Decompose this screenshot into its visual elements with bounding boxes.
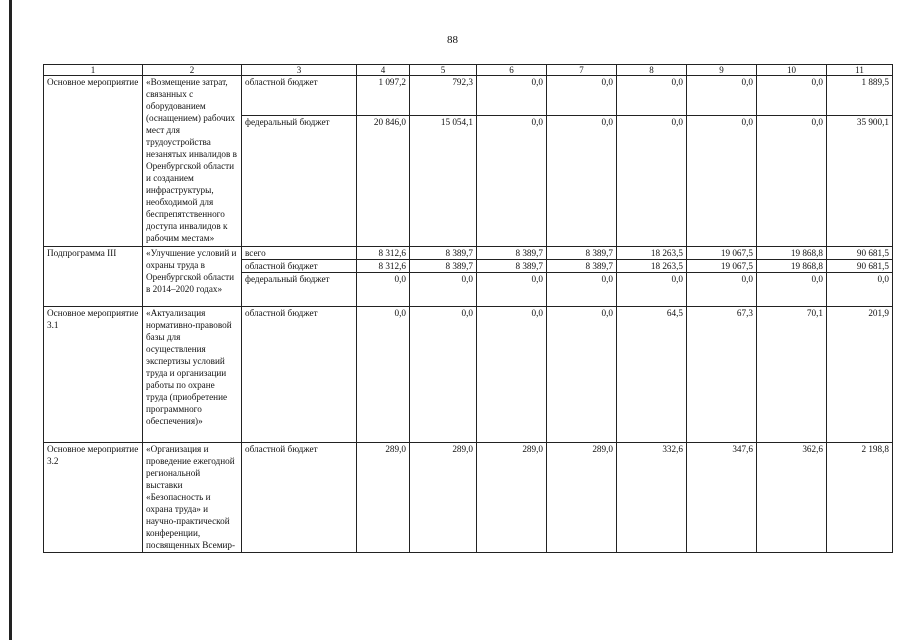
col-number: 2 (143, 65, 242, 76)
value-cell: 8 312,6 (357, 247, 410, 260)
value-cell: 0,0 (547, 76, 617, 116)
value-cell: 0,0 (477, 116, 547, 247)
value-cell: 289,0 (477, 443, 547, 553)
value-cell: 0,0 (687, 116, 757, 247)
program-description: «Возмещение затрат, связанных с оборудованием (оснащением) рабочих мест для трудоустройства незанятых инвалидов в Оренбургской области и созданием инфраструктуры, необходимой для беспрепятственного доступа инвалидов к рабочим местам» (143, 76, 242, 247)
col-number: 5 (410, 65, 477, 76)
value-cell: 0,0 (617, 116, 687, 247)
col-number: 4 (357, 65, 410, 76)
value-cell: 19 067,5 (687, 247, 757, 260)
table-row (44, 443, 893, 553)
col-number: 6 (477, 65, 547, 76)
program-name: Подпрограмма III (44, 247, 143, 307)
value-cell: 0,0 (357, 307, 410, 443)
value-cell: 8 389,7 (410, 260, 477, 273)
value-cell: 201,9 (827, 307, 893, 443)
value-cell: 0,0 (477, 273, 547, 307)
value-cell: 18 263,5 (617, 247, 687, 260)
funding-source: областной бюджет (242, 76, 357, 116)
col-number: 3 (242, 65, 357, 76)
value-cell: 8 389,7 (547, 247, 617, 260)
value-cell: 8 312,6 (357, 260, 410, 273)
program-name: Основное мероприятие 3.1 (44, 307, 143, 443)
funding-source: федеральный бюджет (242, 116, 357, 247)
value-cell: 8 389,7 (477, 260, 547, 273)
page-number: 88 (447, 34, 458, 46)
value-cell: 8 389,7 (410, 247, 477, 260)
value-cell: 0,0 (757, 273, 827, 307)
value-cell: 19 868,8 (757, 247, 827, 260)
program-description: «Актуализация нормативно-правовой базы для осуществления экспертизы условий труда и организации работы по охране труда (приобретение программного обеспечения)» (143, 307, 242, 443)
value-cell: 8 389,7 (547, 260, 617, 273)
value-cell: 70,1 (757, 307, 827, 443)
col-number: 8 (617, 65, 687, 76)
value-cell: 0,0 (477, 307, 547, 443)
value-cell: 2 198,8 (827, 443, 893, 553)
budget-table (43, 64, 893, 553)
value-cell: 0,0 (410, 273, 477, 307)
value-cell: 289,0 (357, 443, 410, 553)
value-cell: 362,6 (757, 443, 827, 553)
value-cell: 0,0 (410, 307, 477, 443)
value-cell: 64,5 (617, 307, 687, 443)
value-cell: 0,0 (757, 76, 827, 116)
value-cell: 90 681,5 (827, 247, 893, 260)
value-cell: 792,3 (410, 76, 477, 116)
program-description: «Улучшение условий и охраны труда в Оренбургской области в 2014–2020 годах» (143, 247, 242, 307)
value-cell: 1 889,5 (827, 76, 893, 116)
value-cell: 8 389,7 (477, 247, 547, 260)
table-row (44, 307, 893, 443)
table-row (44, 76, 893, 116)
column-number-row (44, 65, 893, 76)
col-number: 10 (757, 65, 827, 76)
value-cell: 0,0 (617, 273, 687, 307)
value-cell: 1 097,2 (357, 76, 410, 116)
value-cell: 90 681,5 (827, 260, 893, 273)
value-cell: 0,0 (827, 273, 893, 307)
funding-source: всего (242, 247, 357, 260)
value-cell: 19 868,8 (757, 260, 827, 273)
value-cell: 0,0 (547, 307, 617, 443)
col-number: 7 (547, 65, 617, 76)
value-cell: 347,6 (687, 443, 757, 553)
value-cell: 0,0 (547, 116, 617, 247)
value-cell: 20 846,0 (357, 116, 410, 247)
col-number: 9 (687, 65, 757, 76)
program-description: «Организация и проведение ежегодной региональной выставки «Безопасность и охрана труда» и научно-практической конференции, посвященных Всемир- (143, 443, 242, 553)
value-cell: 19 067,5 (687, 260, 757, 273)
value-cell: 18 263,5 (617, 260, 687, 273)
funding-source: федеральный бюджет (242, 273, 357, 307)
value-cell: 0,0 (687, 76, 757, 116)
value-cell: 0,0 (617, 76, 687, 116)
program-name: Основное мероприятие (44, 76, 143, 247)
value-cell: 332,6 (617, 443, 687, 553)
value-cell: 0,0 (357, 273, 410, 307)
value-cell: 35 900,1 (827, 116, 893, 247)
value-cell: 67,3 (687, 307, 757, 443)
value-cell: 0,0 (687, 273, 757, 307)
value-cell: 0,0 (547, 273, 617, 307)
program-name: Основное мероприятие 3.2 (44, 443, 143, 553)
table-row (44, 247, 893, 260)
col-number: 1 (44, 65, 143, 76)
funding-source: областной бюджет (242, 260, 357, 273)
funding-source: областной бюджет (242, 307, 357, 443)
col-number: 11 (827, 65, 893, 76)
value-cell: 0,0 (477, 76, 547, 116)
value-cell: 15 054,1 (410, 116, 477, 247)
value-cell: 289,0 (547, 443, 617, 553)
scan-edge-line (9, 0, 12, 640)
value-cell: 289,0 (410, 443, 477, 553)
funding-source: областной бюджет (242, 443, 357, 553)
value-cell: 0,0 (757, 116, 827, 247)
